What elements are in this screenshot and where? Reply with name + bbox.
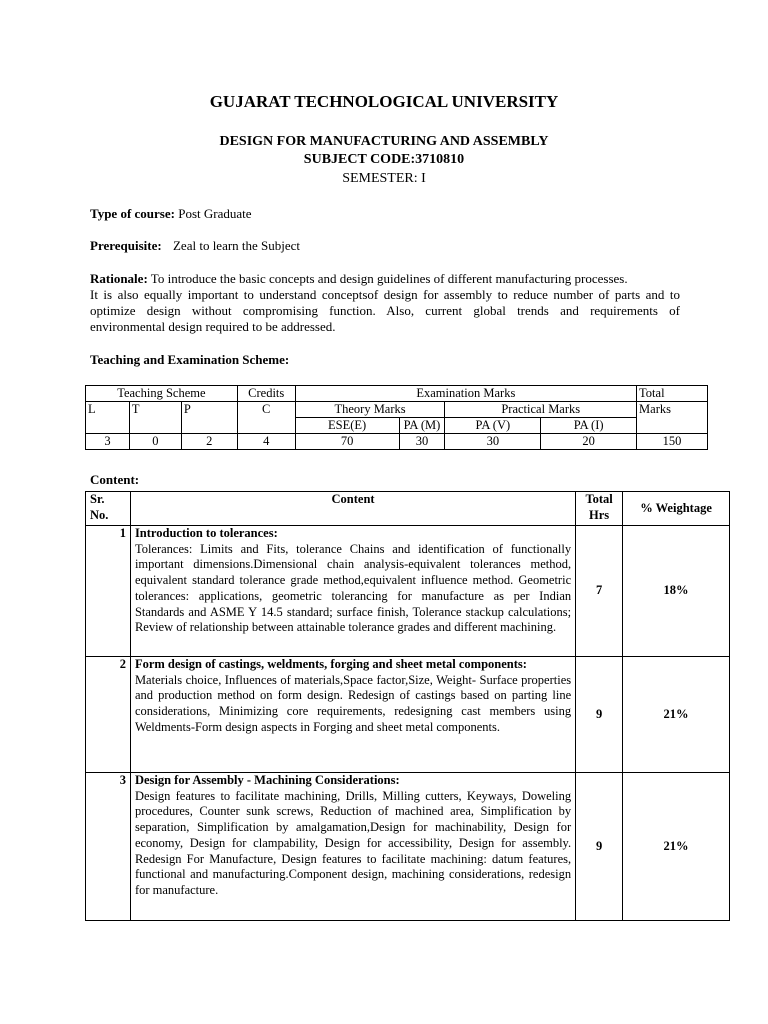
row-hrs: 9 xyxy=(576,657,623,773)
row-title: Introduction to tolerances: xyxy=(134,526,278,540)
row-text: Materials choice, Influences of materials,Space factor,Size, Weight- Surface properties and production method on form design. Redesign of castings based on parting line considerations, Minimizing core requirements, redesigning cast members using Weldments-Form design aspects in Forging and sheet metal components. xyxy=(134,672,572,734)
scheme-table xyxy=(85,385,708,450)
c-value: 4 xyxy=(237,434,295,450)
row-weightage: 21% xyxy=(623,773,730,921)
course-type-value: Post Graduate xyxy=(178,206,252,221)
rationale-text-1: To introduce the basic concepts and design guidelines of different manufacturing processes. xyxy=(150,271,628,286)
row-title: Design for Assembly - Machining Considerations: xyxy=(134,773,400,787)
prerequisite-label: Prerequisite: xyxy=(90,238,162,253)
rationale-line-1 xyxy=(90,271,680,287)
rationale-text-2: It is also equally important to understand conceptsof design for assembly to reduce number of parts and to xyxy=(90,287,680,302)
row-content xyxy=(130,773,575,921)
theory-marks-header: Theory Marks xyxy=(295,402,445,418)
content-heading: Content: xyxy=(90,472,140,487)
table-row xyxy=(86,526,730,657)
rationale-text-3: optimize design without compromising function. Also, current global trends and requirements of xyxy=(90,303,680,318)
semester: SEMESTER: I xyxy=(342,171,426,186)
pa-m-header: PA (M) xyxy=(399,418,445,434)
c-header: C xyxy=(237,402,295,434)
row-sr: 1 xyxy=(86,526,131,657)
table-row xyxy=(86,773,730,921)
t-value: 0 xyxy=(129,434,181,450)
p-value: 2 xyxy=(181,434,237,450)
row-hrs: 7 xyxy=(576,526,623,657)
row-content xyxy=(130,657,575,773)
rationale-text-4: environmental design required to be addressed. xyxy=(90,319,336,334)
total-hrs-header: Total Hrs xyxy=(576,492,623,526)
content-table xyxy=(85,491,730,921)
credits-header: Credits xyxy=(237,386,295,402)
t-header: T xyxy=(129,402,181,434)
weightage-header: % Weightage xyxy=(623,492,730,526)
ese-header: ESE(E) xyxy=(295,418,399,434)
course-type xyxy=(90,206,680,222)
subject-title: DESIGN FOR MANUFACTURING AND ASSEMBLY xyxy=(219,134,549,149)
p-header: P xyxy=(181,402,237,434)
subject-code: SUBJECT CODE:3710810 xyxy=(303,152,465,167)
content-header: Content xyxy=(130,492,575,526)
table-row xyxy=(86,657,730,773)
pa-i-value: 20 xyxy=(541,434,637,450)
practical-marks-header: Practical Marks xyxy=(445,402,637,418)
university-title: GUJARAT TECHNOLOGICAL UNIVERSITY xyxy=(209,92,559,111)
total-header: Total xyxy=(637,386,708,402)
row-text: Design features to facilitate machining, Drills, Milling cutters, Keyways, Doweling procedures, Counter sunk screws, Reduction of machined area, Simplification by separation, Simplification by amalgamation,Design for machinability, Design for economy, Design for clampability, Design for accessibility, Design for assembly. Redesign For Manufacture, Design features to facilitate machining: datum features, functional and manufacturing.Component design, machining considerations, redesign for manufacture. xyxy=(134,788,572,897)
l-header: L xyxy=(86,402,130,434)
ese-value: 70 xyxy=(295,434,399,450)
sr-no-header: Sr. No. xyxy=(86,492,131,526)
teaching-scheme-header: Teaching Scheme xyxy=(86,386,238,402)
pa-v-value: 30 xyxy=(445,434,541,450)
row-sr: 2 xyxy=(86,657,131,773)
rationale-label: Rationale: xyxy=(90,271,148,286)
row-text: Tolerances: Limits and Fits, tolerance Chains and identification of functionally important dimensions.Dimensional chain analysis-equivalent tolerances method, equivalent standard tolerance grade method,equivalent influence method. Geometric tolerances: applications, geometric tolerancing for manufacture as per Indian Standards and ASME Y 14.5 standard; surface finish, Tolerance stackup calculations; Review of relationship between attainable tolerance grades and different machining. xyxy=(134,541,572,635)
row-title: Form design of castings, weldments, forging and sheet metal components: xyxy=(134,657,527,671)
row-weightage: 21% xyxy=(623,657,730,773)
row-content xyxy=(130,526,575,657)
total-value: 150 xyxy=(637,434,708,450)
exam-marks-header: Examination Marks xyxy=(295,386,636,402)
course-type-label: Type of course: xyxy=(90,206,175,221)
prerequisite xyxy=(90,238,680,254)
scheme-heading: Teaching and Examination Scheme: xyxy=(90,352,290,367)
pa-v-header: PA (V) xyxy=(445,418,541,434)
row-sr: 3 xyxy=(86,773,131,921)
row-weightage: 18% xyxy=(623,526,730,657)
pa-i-header: PA (I) xyxy=(541,418,637,434)
l-value: 3 xyxy=(86,434,130,450)
row-hrs: 9 xyxy=(576,773,623,921)
pa-m-value: 30 xyxy=(399,434,445,450)
marks-header: Marks xyxy=(637,402,708,434)
prerequisite-value: Zeal to learn the Subject xyxy=(172,238,301,253)
